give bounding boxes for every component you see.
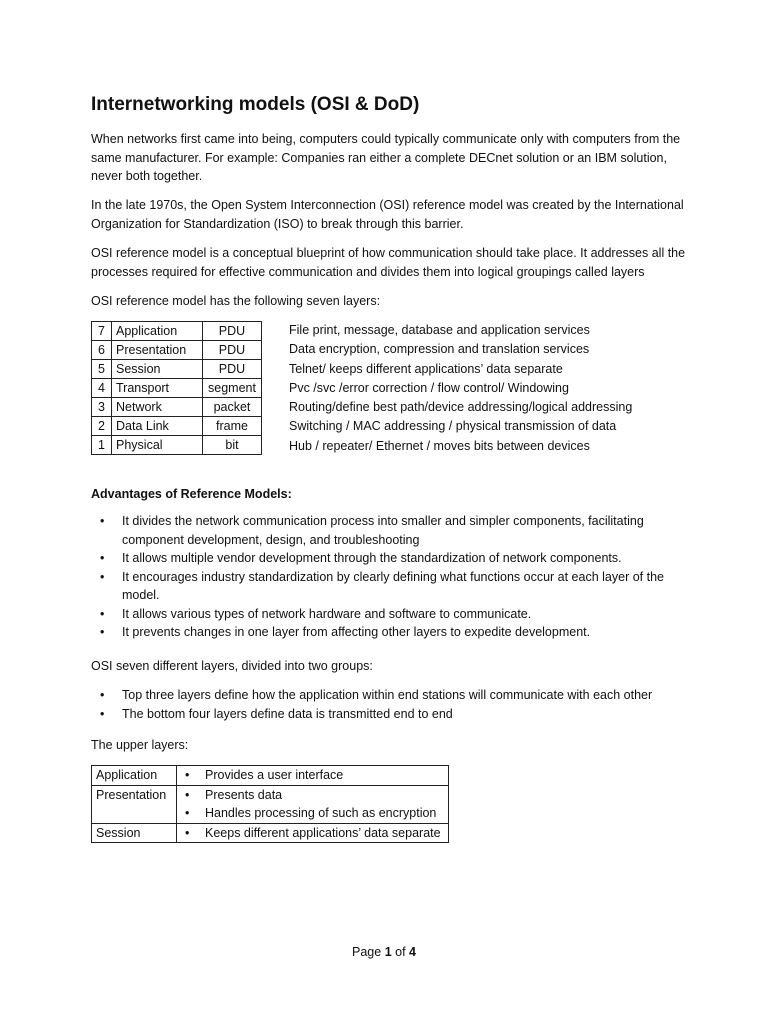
table-row xyxy=(92,360,262,379)
layer-name: Physical xyxy=(112,436,203,455)
upper-layer-name: Presentation xyxy=(92,785,177,823)
layer-description: Telnet/ keeps different applications’ data separate xyxy=(289,361,563,376)
layer-number: 4 xyxy=(92,379,112,398)
table-row xyxy=(92,322,262,341)
upper-layer-name: Application xyxy=(92,766,177,786)
layer-number: 2 xyxy=(92,417,112,436)
bullet-icon: • xyxy=(185,806,190,820)
list-item: • It divides the network communication process into smaller and simpler components, facilitating component development, design, and troubleshooting xyxy=(100,514,644,547)
layer-number: 1 xyxy=(92,436,112,455)
table-row xyxy=(92,823,449,843)
layer-name: Network xyxy=(112,398,203,417)
layer-pdu: PDU xyxy=(203,322,262,341)
layer-name: Data Link xyxy=(112,417,203,436)
advantages-list xyxy=(91,512,691,642)
paragraph-intro: When networks first came into being, computers could typically communicate only with computers from the same manufacturer. For example: Companies ran either a complete DECnet solution or an IBM solution, never both together. xyxy=(91,132,681,183)
table-row xyxy=(92,341,262,360)
osi-layer-table xyxy=(91,321,262,455)
paragraph-history: In the late 1970s, the Open System Interconnection (OSI) reference model was created by the International Organization for Standardization (ISO) to break through this barrier. xyxy=(91,198,684,231)
table-row xyxy=(92,398,262,417)
list-item: • Top three layers define how the application within end stations will communicate with each other xyxy=(91,686,691,705)
layer-name: Application xyxy=(112,322,203,341)
bullet-icon: • xyxy=(185,787,190,802)
upper-layers-table xyxy=(91,765,449,843)
list-item: • The bottom four layers define data is transmitted end to end xyxy=(91,705,691,724)
layer-description: Routing/define best path/device addressing/logical addressing xyxy=(289,400,633,415)
page-footer: Page 1 of 4 xyxy=(352,945,416,959)
layer-name: Presentation xyxy=(112,341,203,360)
table-row xyxy=(92,785,449,823)
bullet-icon: • xyxy=(185,768,190,782)
table-row xyxy=(92,417,262,436)
advantages-heading: Advantages of Reference Models: xyxy=(91,487,292,501)
total-page-count: 4 xyxy=(409,945,416,959)
layer-pdu: frame xyxy=(203,417,262,436)
layer-pdu: packet xyxy=(203,398,262,417)
bullet-icon: • xyxy=(100,551,105,565)
osi-layer-descriptions xyxy=(289,321,632,456)
layer-name: Transport xyxy=(112,379,203,398)
layer-number: 7 xyxy=(92,322,112,341)
table-row xyxy=(92,766,449,786)
bullet-icon: • xyxy=(100,706,105,721)
list-item: • It allows various types of network hardware and software to communicate. xyxy=(91,605,691,624)
bullet-icon: • xyxy=(100,514,105,528)
layer-description: File print, message, database and application services xyxy=(289,323,590,337)
layer-description: Hub / repeater/ Ethernet / moves bits between devices xyxy=(289,438,590,453)
layer-number: 6 xyxy=(92,341,112,360)
paragraph-blueprint: OSI reference model is a conceptual blueprint of how communication should take place. It addresses all the processes required for effective communication and divides them into logical groupings called layers xyxy=(91,246,686,279)
layer-description: Data encryption, compression and translation services xyxy=(289,342,590,357)
bullet-icon: • xyxy=(100,688,105,702)
current-page-number: 1 xyxy=(384,945,392,959)
list-item: • It allows multiple vendor development through the standardization of network components. xyxy=(91,549,691,568)
table-row xyxy=(92,436,262,455)
list-item: • Provides a user interface xyxy=(177,766,448,785)
upper-layers-intro: The upper layers: xyxy=(91,738,189,752)
upper-layer-name: Session xyxy=(92,823,177,843)
layer-pdu: PDU xyxy=(203,341,262,360)
layer-pdu: segment xyxy=(203,379,262,398)
list-item: • Keeps different applications’ data separate xyxy=(177,824,448,843)
layer-number: 5 xyxy=(92,360,112,379)
bullet-icon: • xyxy=(100,625,105,639)
list-item: • It prevents changes in one layer from affecting other layers to expedite development. xyxy=(91,623,691,642)
list-item: • Presents data xyxy=(177,786,448,805)
list-item: • It encourages industry standardization by clearly defining what functions occur at each layer of the model. xyxy=(100,569,664,602)
paragraph-seven-layers: OSI reference model has the following seven layers: xyxy=(91,294,381,308)
groups-list xyxy=(91,686,691,723)
groups-intro: OSI seven different layers, divided into two groups: xyxy=(91,659,373,673)
layer-name: Session xyxy=(112,360,203,379)
bullet-icon: • xyxy=(100,569,105,584)
layer-number: 3 xyxy=(92,398,112,417)
bullet-icon: • xyxy=(185,825,190,840)
layer-description: Switching / MAC addressing / physical transmission of data xyxy=(289,419,617,434)
table-row xyxy=(92,379,262,398)
layer-pdu: bit xyxy=(203,436,262,455)
layer-description: Pvc /svc /error correction / flow control/ Windowing xyxy=(289,380,569,395)
page-title: Internetworking models (OSI & DoD) xyxy=(91,94,420,115)
list-item: • Handles processing of such as encryption xyxy=(177,804,448,823)
layer-pdu: PDU xyxy=(203,360,262,379)
bullet-icon: • xyxy=(100,606,105,621)
